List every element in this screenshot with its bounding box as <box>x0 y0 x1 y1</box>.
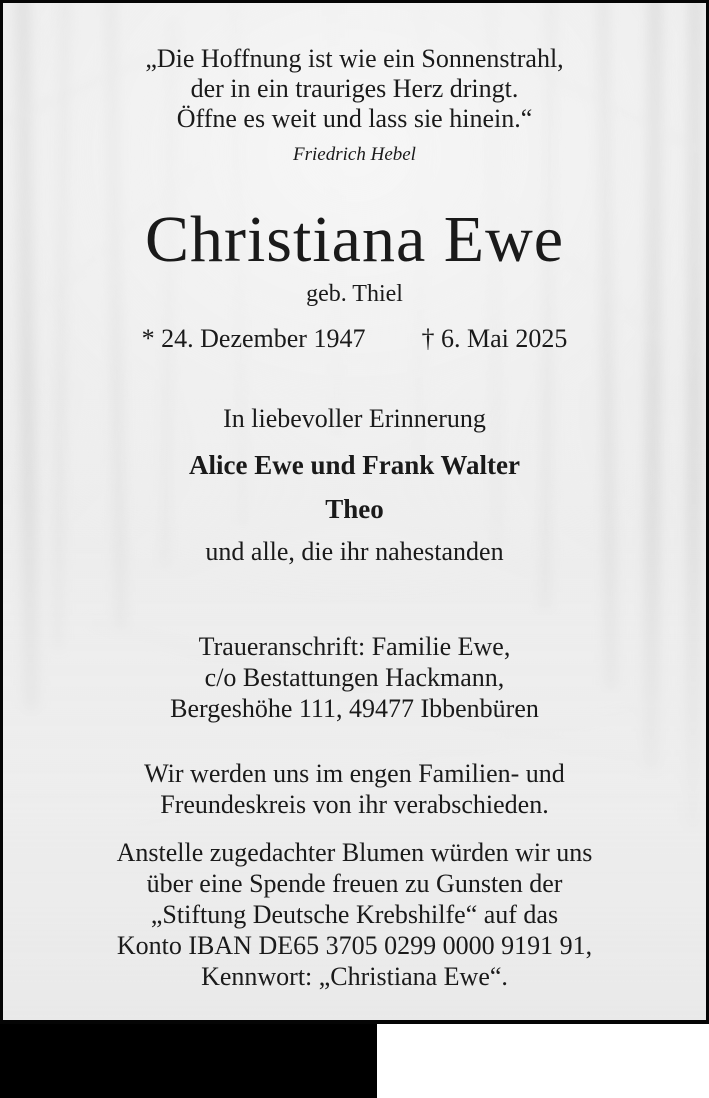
farewell-line-1: Wir werden uns im engen Familien- und <box>144 759 565 788</box>
address-line-1: Traueranschrift: Familie Ewe, <box>198 632 511 661</box>
donation-line-3: „Stiftung Deutsche Krebshilfe“ auf das <box>150 900 559 929</box>
donation-line-1: Anstelle zugedachter Blumen würden wir uns <box>116 838 593 867</box>
donation-line-4: Konto IBAN DE65 3705 0299 0000 9191 91, <box>116 931 593 960</box>
farewell-block <box>3 758 706 820</box>
notice-content <box>3 3 706 992</box>
donation-line-2: über eine Spende freuen zu Gunsten der <box>146 869 563 898</box>
mourners-line-2: Theo <box>325 494 384 524</box>
birth-date: * 24. Dezember 1947 <box>141 324 366 353</box>
mourners-line-1: Alice Ewe und Frank Walter <box>188 450 520 480</box>
bottom-left-black-block <box>0 1024 377 1098</box>
mourners-closing: und alle, die ihr nahestanden <box>205 537 504 566</box>
quote-line-3: Öffne es weit und lass sie hinein.“ <box>176 104 533 133</box>
mourning-address-block <box>3 631 706 724</box>
deceased-name: Christiana Ewe <box>144 203 565 276</box>
donation-block <box>3 837 706 992</box>
quote-line-1: „Die Hoffnung ist wie ein Sonnenstrahl, <box>145 44 564 73</box>
maiden-name: geb. Thiel <box>306 281 403 307</box>
farewell-line-2: Freundeskreis von ihr verabschieden. <box>160 790 549 819</box>
donation-line-5: Kennwort: „Christiana Ewe“. <box>201 962 508 991</box>
bottom-strip <box>0 1024 709 1098</box>
quote-line-2: der in ein trauriges Herz dringt. <box>190 74 519 103</box>
address-line-2: c/o Bestattungen Hackmann, <box>204 663 505 692</box>
remembrance-intro: In liebevoller Erinnerung <box>223 404 486 433</box>
life-dates <box>3 324 706 354</box>
death-date: † 6. Mai 2025 <box>421 324 568 353</box>
address-line-3: Bergeshöhe 111, 49477 Ibbenbüren <box>170 694 539 723</box>
quote-author: Friedrich Hebel <box>293 144 416 165</box>
